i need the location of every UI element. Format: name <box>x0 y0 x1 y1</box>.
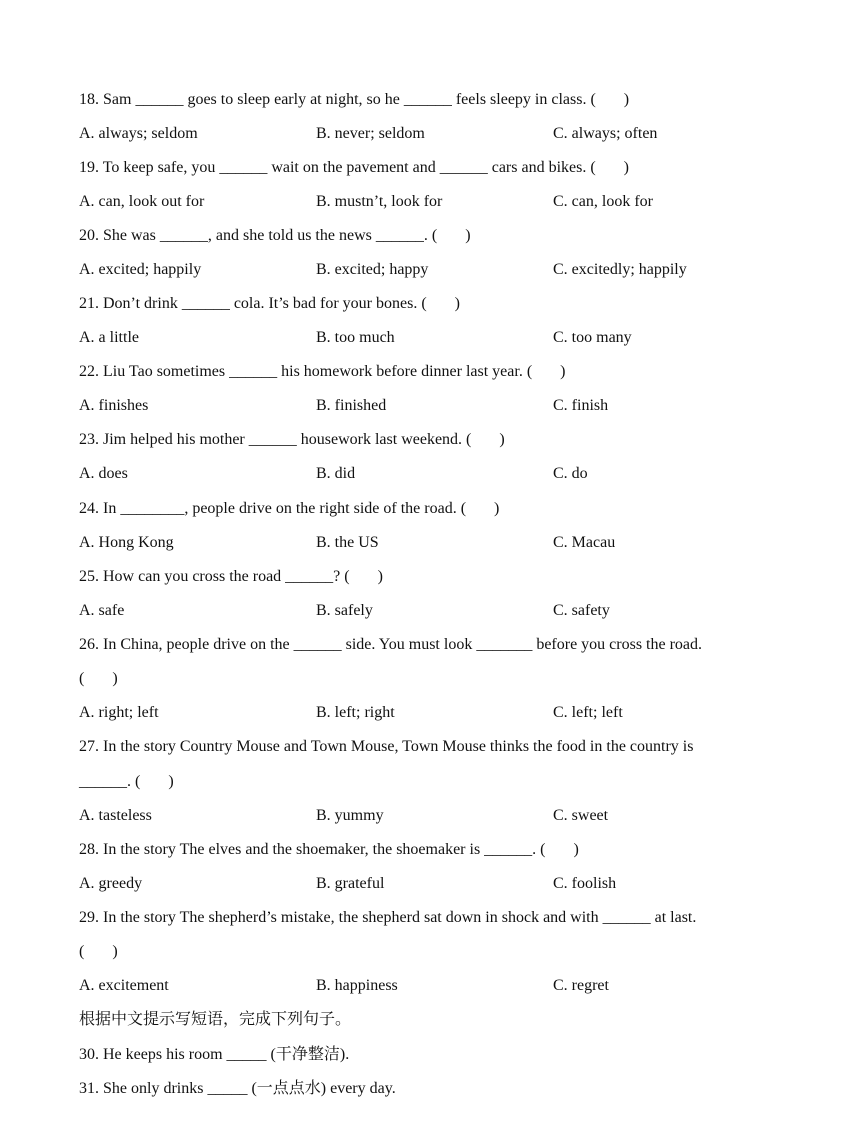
question-29-stem: 29. In the story The shepherd’s mistake, the shepherd sat down in shock and with ______ at last. <box>79 909 697 926</box>
question-30-stem: 30. He keeps his room _____ (干净整洁). <box>79 1046 350 1063</box>
question-28-stem: 28. In the story The elves and the shoemaker, the shoemaker is ______. ( ) <box>79 841 579 858</box>
question-26-stem-continued: ( ) <box>79 670 118 687</box>
question-22-option-c: C. finish <box>553 397 609 414</box>
question-19-stem: 19. To keep safe, you ______ wait on the pavement and ______ cars and bikes. ( ) <box>79 159 630 176</box>
question-22-stem: 22. Liu Tao sometimes ______ his homework before dinner last year. ( ) <box>79 363 566 380</box>
question-22-option-a: A. finishes <box>79 397 149 414</box>
question-19-option-a: A. can, look out for <box>79 193 205 210</box>
question-20-option-a: A. excited; happily <box>79 261 202 278</box>
question-19-option-b: B. mustn’t, look for <box>316 193 443 210</box>
question-24-stem: 24. In ________, people drive on the right side of the road. ( ) <box>79 500 500 517</box>
question-20-stem: 20. She was ______, and she told us the news ______. ( ) <box>79 227 471 244</box>
question-23-option-c: C. do <box>553 465 588 482</box>
question-18-option-b: B. never; seldom <box>316 125 425 142</box>
question-18-option-c: C. always; often <box>553 125 658 142</box>
question-27-stem: 27. In the story Country Mouse and Town Mouse, Town Mouse thinks the food in the country is <box>79 738 694 755</box>
question-26-option-a: A. right; left <box>79 704 159 721</box>
question-19-option-c: C. can, look for <box>553 193 653 210</box>
question-29-option-a: A. excitement <box>79 977 169 994</box>
question-26-stem: 26. In China, people drive on the ______ side. You must look _______ before you cross the road. <box>79 636 703 653</box>
question-27-option-a: A. tasteless <box>79 807 152 824</box>
question-18-stem: 18. Sam ______ goes to sleep early at night, so he ______ feels sleepy in class. ( ) <box>79 91 630 108</box>
question-25-option-b: B. safely <box>316 602 373 619</box>
question-21-option-a: A. a little <box>79 329 139 346</box>
question-29-option-b: B. happiness <box>316 977 398 994</box>
question-21-option-b: B. too much <box>316 329 395 346</box>
question-20-option-c: C. excitedly; happily <box>553 261 687 278</box>
question-24-option-a: A. Hong Kong <box>79 534 174 551</box>
question-28-option-b: B. grateful <box>316 875 385 892</box>
question-23-option-b: B. did <box>316 465 356 482</box>
question-24-option-c: C. Macau <box>553 534 616 551</box>
question-23-stem: 23. Jim helped his mother ______ housework last weekend. ( ) <box>79 431 505 448</box>
question-28-option-a: A. greedy <box>79 875 143 892</box>
question-21-stem: 21. Don’t drink ______ cola. It’s bad for your bones. ( ) <box>79 295 460 312</box>
question-26-option-c: C. left; left <box>553 704 623 721</box>
question-22-option-b: B. finished <box>316 397 387 414</box>
question-25-stem: 25. How can you cross the road ______? ( ) <box>79 568 383 585</box>
question-21-option-c: C. too many <box>553 329 632 346</box>
question-29-stem-continued: ( ) <box>79 943 118 960</box>
question-27-stem-continued: ______. ( ) <box>79 773 174 790</box>
question-27-option-b: B. yummy <box>316 807 384 824</box>
question-26-option-b: B. left; right <box>316 704 395 721</box>
question-20-option-b: B. excited; happy <box>316 261 429 278</box>
question-23-option-a: A. does <box>79 465 128 482</box>
question-25-option-a: A. safe <box>79 602 125 619</box>
question-28-option-c: C. foolish <box>553 875 617 892</box>
question-18-option-a: A. always; seldom <box>79 125 198 142</box>
question-25-option-c: C. safety <box>553 602 610 619</box>
question-24-option-b: B. the US <box>316 534 379 551</box>
question-29-option-c: C. regret <box>553 977 609 994</box>
section-instruction: 根据中文提示写短语，完成下列句子。 <box>79 1011 352 1028</box>
question-27-option-c: C. sweet <box>553 807 609 824</box>
question-31-stem: 31. She only drinks _____ (一点点水) every day. <box>79 1080 396 1097</box>
